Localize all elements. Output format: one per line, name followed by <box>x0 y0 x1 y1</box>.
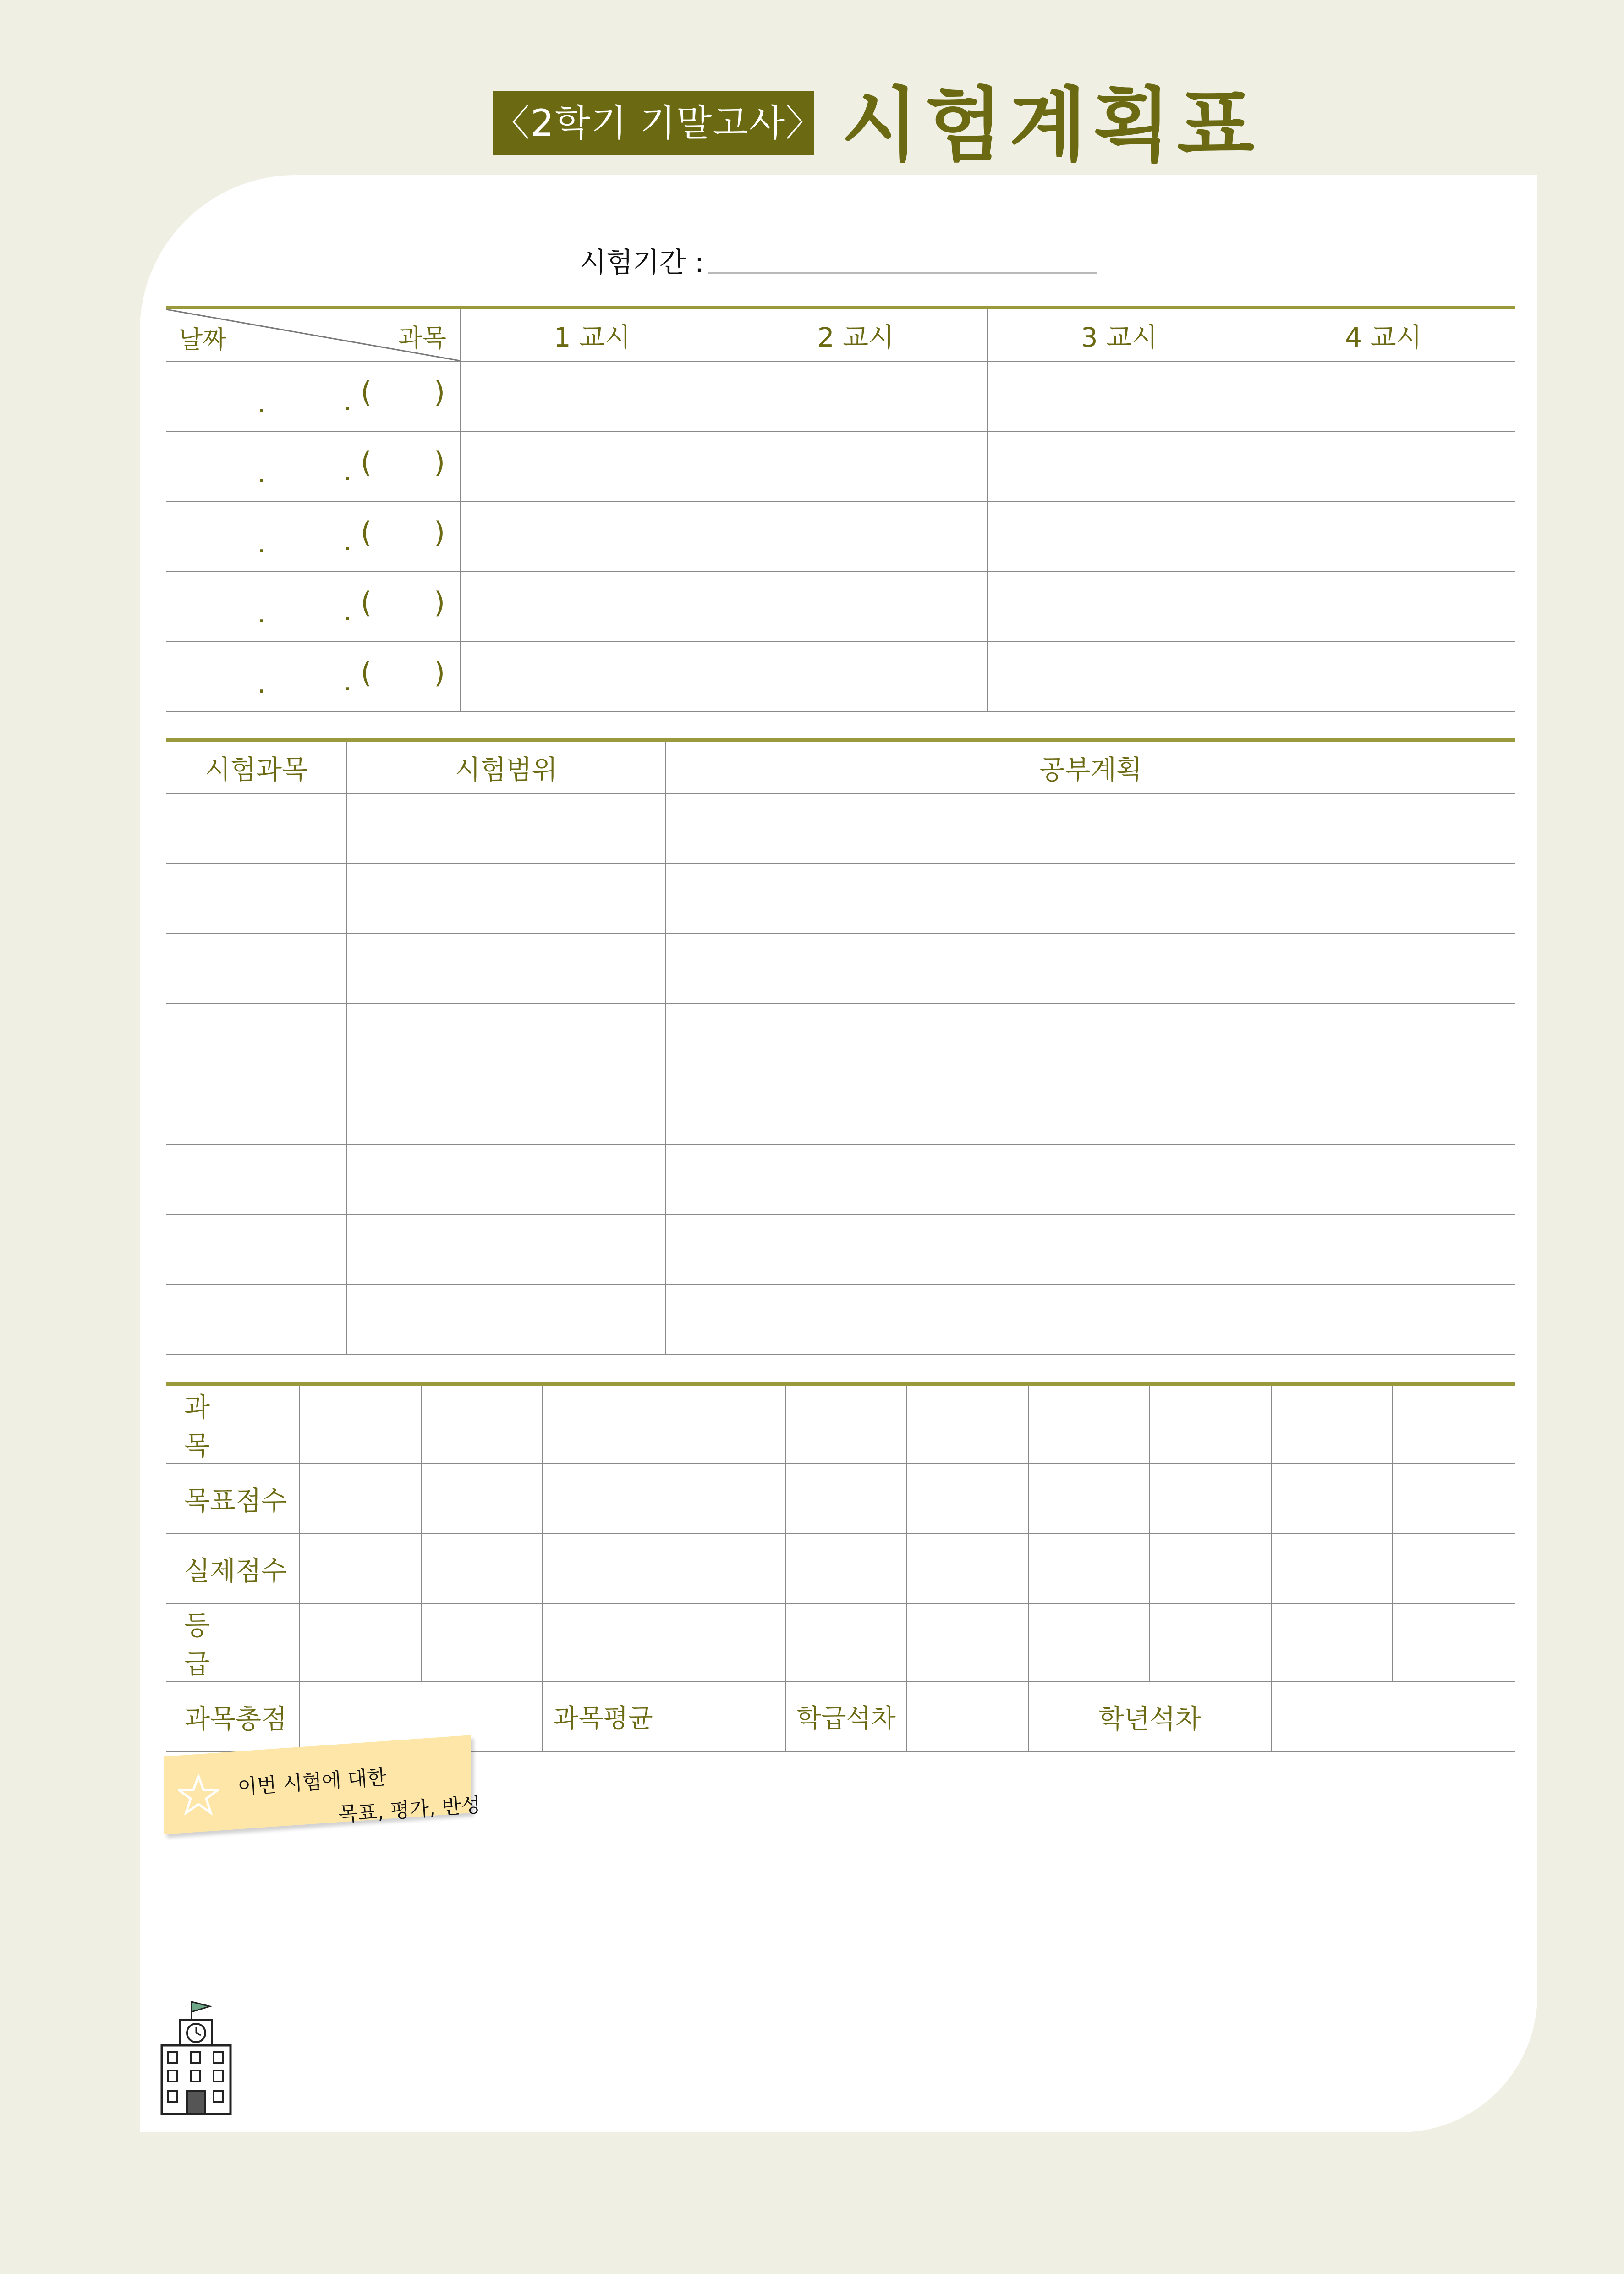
score-cell[interactable] <box>1271 1533 1393 1603</box>
subject-cell[interactable] <box>461 431 724 501</box>
label-class-rank: 학급석차 <box>785 1681 907 1751</box>
date-cell[interactable]: . . ( ) <box>166 501 461 572</box>
subject-cell[interactable] <box>988 431 1251 501</box>
subject-cell[interactable] <box>988 572 1251 642</box>
score-cell[interactable] <box>907 1533 1028 1603</box>
plan-range-cell[interactable] <box>347 1144 665 1214</box>
plan-subject-cell[interactable] <box>166 1144 347 1214</box>
score-cell[interactable] <box>300 1603 421 1681</box>
plan-detail-cell[interactable] <box>665 1144 1515 1214</box>
plan-subject-cell[interactable] <box>166 934 347 1004</box>
plan-detail-cell[interactable] <box>665 1074 1515 1144</box>
subject-cell[interactable] <box>724 501 988 572</box>
plan-range-cell[interactable] <box>347 1214 665 1284</box>
row-label-actual-score: 실제점수 <box>166 1533 300 1603</box>
period-header-3: 3 교시 <box>988 308 1251 361</box>
score-cell[interactable] <box>543 1603 664 1681</box>
score-cell[interactable] <box>300 1463 421 1533</box>
average-field[interactable] <box>664 1681 785 1751</box>
subject-cell[interactable] <box>724 572 988 642</box>
subject-cell[interactable] <box>1251 431 1515 501</box>
score-cell[interactable] <box>543 1463 664 1533</box>
plan-row <box>166 1284 1515 1354</box>
score-cell[interactable] <box>1028 1463 1150 1533</box>
plan-range-cell[interactable] <box>347 793 665 864</box>
subject-cell[interactable] <box>1251 361 1515 431</box>
score-cell[interactable] <box>1028 1533 1150 1603</box>
plan-row <box>166 1214 1515 1284</box>
corner-header <box>166 308 461 361</box>
plan-range-cell[interactable] <box>347 934 665 1004</box>
score-cell[interactable] <box>300 1384 421 1463</box>
score-row-target <box>166 1463 1515 1533</box>
score-table <box>166 1382 1515 1752</box>
score-cell[interactable] <box>421 1463 543 1533</box>
note-line-2: 목표, 평가, 반성 <box>337 1793 482 1827</box>
score-cell[interactable] <box>421 1603 543 1681</box>
score-cell[interactable] <box>907 1603 1028 1681</box>
plan-detail-cell[interactable] <box>665 1284 1515 1354</box>
subject-cell[interactable] <box>988 642 1251 712</box>
score-cell[interactable] <box>1271 1384 1393 1463</box>
schedule-row <box>166 642 1515 712</box>
subject-cell[interactable] <box>988 361 1251 431</box>
schedule-row <box>166 431 1515 501</box>
school-building-icon <box>159 1999 237 2119</box>
date-cell[interactable]: . . ( ) <box>166 361 461 431</box>
date-cell[interactable]: . . ( ) <box>166 431 461 501</box>
reflection-note <box>164 1756 482 1834</box>
score-cell[interactable] <box>785 1603 907 1681</box>
score-cell[interactable] <box>1150 1384 1271 1463</box>
note-line-1: 이번 시험에 대한 <box>236 1765 388 1800</box>
label-average: 과목평균 <box>543 1681 664 1751</box>
period-header-2: 2 교시 <box>724 308 988 361</box>
score-cell[interactable] <box>907 1463 1028 1533</box>
score-cell[interactable] <box>785 1533 907 1603</box>
date-cell[interactable]: . . ( ) <box>166 572 461 642</box>
score-cell[interactable] <box>785 1463 907 1533</box>
score-cell[interactable] <box>907 1384 1028 1463</box>
subject-cell[interactable] <box>461 361 724 431</box>
score-cell[interactable] <box>421 1533 543 1603</box>
plan-detail-cell[interactable] <box>665 864 1515 934</box>
score-cell[interactable] <box>1393 1533 1515 1603</box>
plan-subject-cell[interactable] <box>166 1004 347 1074</box>
plan-header-subject: 시험과목 <box>166 740 347 793</box>
plan-detail-cell[interactable] <box>665 934 1515 1004</box>
subject-cell[interactable] <box>724 642 988 712</box>
plan-row <box>166 934 1515 1004</box>
subject-cell[interactable] <box>1251 572 1515 642</box>
plan-header-plan: 공부계획 <box>665 740 1515 793</box>
subject-cell[interactable] <box>724 431 988 501</box>
totals-row <box>166 1681 1515 1751</box>
page-title: 시험계획표 <box>841 79 1261 172</box>
plan-subject-cell[interactable] <box>166 793 347 864</box>
subject-cell[interactable] <box>461 501 724 572</box>
plan-detail-cell[interactable] <box>665 793 1515 864</box>
plan-row <box>166 864 1515 934</box>
subject-header: 과목 <box>398 324 446 352</box>
score-row-subject <box>166 1384 1515 1463</box>
exam-schedule-table <box>166 306 1515 712</box>
plan-range-cell[interactable] <box>347 1074 665 1144</box>
plan-subject-cell[interactable] <box>166 1074 347 1144</box>
score-cell[interactable] <box>1150 1463 1271 1533</box>
plan-subject-cell[interactable] <box>166 1214 347 1284</box>
date-cell[interactable]: . . ( ) <box>166 642 461 712</box>
subject-cell[interactable] <box>988 501 1251 572</box>
score-cell[interactable] <box>664 1533 785 1603</box>
score-cell[interactable] <box>1393 1603 1515 1681</box>
plan-row <box>166 1144 1515 1214</box>
plan-detail-cell[interactable] <box>665 1214 1515 1284</box>
exam-period-label: 시험기간 : <box>580 247 704 279</box>
schedule-row <box>166 572 1515 642</box>
plan-subject-cell[interactable] <box>166 1284 347 1354</box>
row-label-target-score: 목표점수 <box>166 1463 300 1533</box>
score-cell[interactable] <box>543 1384 664 1463</box>
score-cell[interactable] <box>664 1463 785 1533</box>
score-cell[interactable] <box>1028 1384 1150 1463</box>
plan-row <box>166 1004 1515 1074</box>
period-header-4: 4 교시 <box>1251 308 1515 361</box>
score-cell[interactable] <box>664 1603 785 1681</box>
score-cell[interactable] <box>1393 1463 1515 1533</box>
plan-range-cell[interactable] <box>347 1284 665 1354</box>
date-header: 날짜 <box>179 325 227 354</box>
score-cell[interactable] <box>543 1533 664 1603</box>
exam-period-field[interactable] <box>708 272 1097 274</box>
score-cell[interactable] <box>1150 1603 1271 1681</box>
score-cell[interactable] <box>1271 1603 1393 1681</box>
score-cell[interactable] <box>1150 1533 1271 1603</box>
plan-detail-cell[interactable] <box>665 1004 1515 1074</box>
label-total-score: 과목총점 <box>166 1681 300 1751</box>
plan-row <box>166 793 1515 864</box>
score-cell[interactable] <box>785 1384 907 1463</box>
plan-header-range: 시험범위 <box>347 740 665 793</box>
plan-row <box>166 1074 1515 1144</box>
score-cell[interactable] <box>1028 1603 1150 1681</box>
plan-range-cell[interactable] <box>347 1004 665 1074</box>
schedule-row <box>166 501 1515 572</box>
score-row-grade <box>166 1603 1515 1681</box>
grade-rank-field[interactable] <box>1271 1681 1515 1751</box>
score-cell[interactable] <box>1271 1463 1393 1533</box>
score-row-actual <box>166 1533 1515 1603</box>
period-header-1: 1 교시 <box>461 308 724 361</box>
score-cell[interactable] <box>664 1384 785 1463</box>
subject-cell[interactable] <box>461 572 724 642</box>
row-label-subject: 과 목 <box>166 1384 300 1463</box>
score-cell[interactable] <box>300 1533 421 1603</box>
row-label-grade: 등 급 <box>166 1603 300 1681</box>
subject-cell[interactable] <box>724 361 988 431</box>
plan-subject-cell[interactable] <box>166 864 347 934</box>
score-cell[interactable] <box>421 1384 543 1463</box>
subject-cell[interactable] <box>1251 642 1515 712</box>
class-rank-field[interactable] <box>907 1681 1028 1751</box>
label-grade-rank: 학년석차 <box>1028 1681 1271 1751</box>
plan-range-cell[interactable] <box>347 864 665 934</box>
star-icon <box>178 1774 219 1815</box>
subject-cell[interactable] <box>1251 501 1515 572</box>
header <box>493 79 1261 172</box>
score-cell[interactable] <box>1393 1384 1515 1463</box>
study-plan-table <box>166 738 1515 1355</box>
schedule-row <box>166 361 1515 431</box>
subject-cell[interactable] <box>461 642 724 712</box>
exam-badge: 〈2학기 기말고사〉 <box>493 91 814 155</box>
